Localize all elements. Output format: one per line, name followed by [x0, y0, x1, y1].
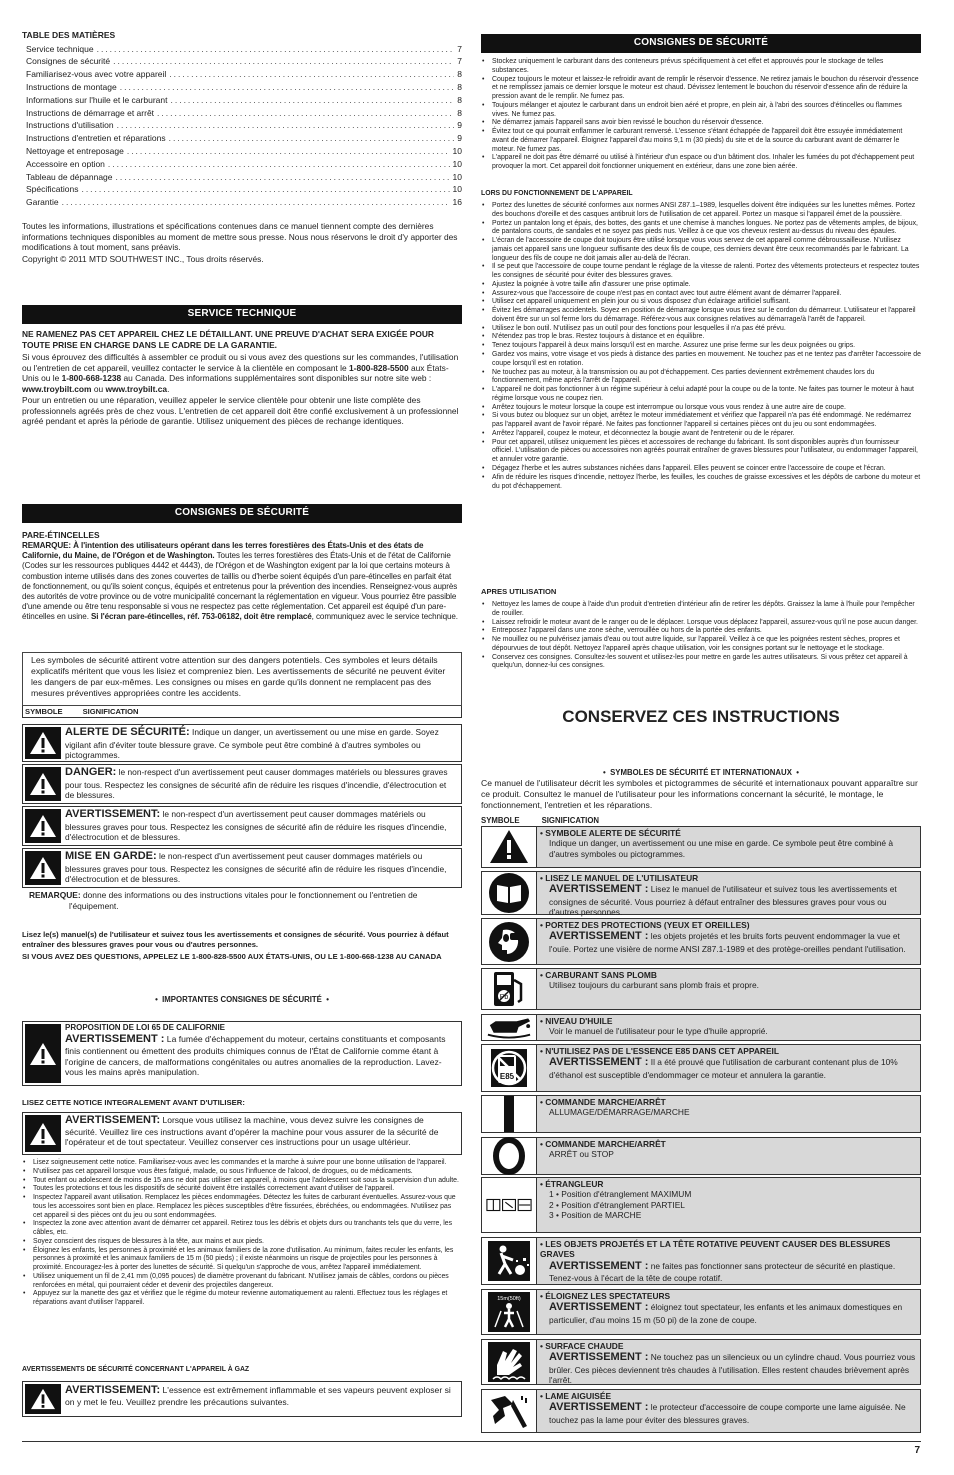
intl-symbol-meaning: • ÉTRANGLEUR 1 • Position d'étranglement MAXIMUM 2 • Position d'étranglement PARTIEL 3 • Position de MARCHE: [540, 1179, 692, 1220]
toc-item-label: Informations sur l'huile et le carburant: [26, 94, 168, 105]
toc-item-label: Consignes de sécurité: [26, 56, 111, 67]
intl-symbol-row: [481, 1137, 921, 1175]
toc-item-page: 10: [452, 158, 462, 169]
spark-arrester-title: PARE-ÉTINCELLES: [22, 530, 100, 540]
remark: REMARQUE: donne des informations ou des instructions vitales pour le fonctionnement ou l'entretien de l'équipement.: [29, 890, 418, 911]
intl-symbol-row: [481, 1044, 921, 1092]
intl-symbol-meaning: • ÉLOIGNEZ LES SPECTATEURS AVERTISSEMENT : éloignez tout spectateur, les enfants et les animaux domestiques en particulier, d'au moins 15 m (50 pi) de la zone de coupe.: [540, 1291, 903, 1325]
intl-symbol-meaning: • SYMBOLE ALERTE DE SÉCURITÉ Indique un danger, un avertissement ou une mise en garde. Ce symbole peut être combiné à d'autres symboles ou pictogrammes.: [540, 828, 894, 859]
intl-symbol-row: [481, 1389, 921, 1433]
toc-item[interactable]: [22, 196, 462, 209]
toc-leader-dots: [127, 145, 450, 158]
toc-item-label: Service technique: [26, 43, 94, 54]
symbol-row: [22, 764, 462, 804]
intl-symbol-meaning: • SURFACE CHAUDE AVERTISSEMENT : Ne touchez pas un silencieux ou un cylindre chaud. Vous pourriez vous brûler. Ces pièces deviennent très chaudes à l'utilisation. Elles restent chaudes brièvement après l'arrêt.: [540, 1341, 916, 1385]
toc-leader-dots: [116, 171, 450, 184]
safety-alert-icon: [482, 827, 537, 867]
toc-item-label: Spécifications: [26, 184, 79, 195]
bullet-item: • Utilisez le bon outil. N'utilisez pas un outil pour des fonctions pour lesquelles il n'a pas été prévu.: [481, 325, 921, 334]
bullet-item: • Utilisez uniquement un fil de 2,41 mm (0,095 pouces) de diamètre provenant du fabricant. N'utilisez jamais de câbles, cordons ou pièces renforcées en métal, qui pourraient céder et devenir des projectiles dangereux.: [22, 1273, 462, 1291]
bullet-item: • Conservez ces consignes. Consultez-les souvent et utilisez-les pour mettre en garde les autres utilisateurs. Si vous prêtez cet appareil à quelqu'un, donnez-lui ces consignes.: [481, 654, 921, 672]
service-contact: Si vous éprouvez des difficultés à assembler ce produit ou si vous avez des questions sur les commandes, l'utilisation ou l'entretien de cet appareil, veuillez contacter le service à la clientèle en composant le 1-800-828-5500 aux États-Unis ou le 1-800-668-1238 au Canada. Des informations supplémentaires sont disponibles sur notre site web : www.troybilt.com ou www.troybilt.ca.: [22, 352, 459, 394]
toc-item-label: Nettoyage et entreposage: [26, 146, 124, 156]
warning-text-1: AVERTISSEMENT: Lorsque vous utilisez la machine, vous devez suivre les consignes de sécurité. Veuillez lire ces instructions avant d'opérer la machine pour vous assurer de la sécurité de l'opérateur et de tout spectateur. Veuillez conserver ces instructions pour un usage ultérieur.: [65, 1114, 439, 1148]
intl-symbol-row: [481, 1339, 921, 1385]
toc-item[interactable]: [22, 119, 462, 132]
warning-triangle-icon: [25, 1115, 61, 1152]
toc-list: [22, 43, 462, 209]
bullet-item: • Soyez conscient des risques de blessures à la tête, aux mains et aux pieds.: [22, 1238, 462, 1247]
safety-header-left: CONSIGNES DE SÉCURITÉ: [22, 504, 462, 523]
toc-item-page: 8: [457, 82, 462, 93]
bullet-item: • L'appareil ne doit pas être démarré ou utilisé à l'intérieur d'un espace ou d'un bâtiment clos. Inhaler les fumées du pot d'échappement peut provoquer la mort. Cet appareil doit fonctionner uniquement en extérieur, dans une zone bien aérée.: [481, 154, 921, 172]
bullet-item: • L'écran de l'accessoire de coupe doit toujours être utilisé lorsque vous vous servez de cet appareil comme débroussailleuse. N'utilisez jamais cet appareil sans une longueur suffisante des deux fils de coupe, ces derniers devant être ceux recommandés par le fabricant. La longueur des fils de coupe ne doit jamais aller au-delà de l'écran.: [481, 237, 921, 263]
svg-text:Pb: Pb: [499, 994, 509, 1001]
toc-title: TABLE DES MATIÈRES: [22, 30, 116, 40]
bullet-item: • Arrêtez l'appareil, coupez le moteur, et déconnectez la bougie avant de l'entretenir ou de le réparer.: [481, 430, 921, 439]
toc-item[interactable]: [22, 81, 462, 94]
toc-item-page: 9: [457, 120, 462, 131]
bystanders-icon: [482, 1290, 537, 1334]
bullet-item: • Il se peut que l'accessoire de coupe tourne pendant le réglage de la vitesse de ralenti. Portez des vêtements protecteurs et respectez toutes les consignes de sécurité pour éviter des blessures graves.: [481, 263, 921, 281]
toc-item-label: Instructions d'entretien et réparations: [26, 133, 166, 144]
svg-text:E85: E85: [499, 1072, 515, 1081]
intl-symbol-row: [481, 871, 921, 915]
intl-symbol-row: [481, 968, 921, 1010]
toc-item-label: Tableau de dépannage: [26, 171, 113, 182]
usage-bullet-list: [22, 1159, 462, 1308]
toc-leader-dots: [157, 107, 454, 120]
copyright: Copyright © 2011 MTD SOUTHWEST INC., Tous droits réservés.: [22, 254, 264, 264]
bullet-item: • Assurez-vous que l'accessoire de coupe n'est pas en contact avec tout autre élément avant de démarrer l'appareil.: [481, 290, 921, 299]
symbol-meaning: ALERTE DE SÉCURITÉ: Indique un danger, un avertissement ou une mise en garde. Soyez vigilant afin d'éviter toute blessure grave. Ce symbole peut être combiné à d'autres symboles ou pictogrammes.: [65, 726, 439, 761]
bullet-item: • Afin de réduire les risques d'incendie, nettoyez l'herbe, les feuilles, les couches de graisse excessives et les dépôts de carbone du moteur et du pot d'échappement.: [481, 474, 921, 492]
toc-item-page: 8: [457, 107, 462, 118]
gas-warnings-title: AVERTISSEMENTS DE SÉCURITÉ CONCERNANT L'APPAREIL À GAZ: [22, 1366, 250, 1373]
toc-leader-dots: [113, 55, 454, 68]
toc-item[interactable]: [22, 94, 462, 107]
bullet-item: • Ajustez la poignée à votre taille afin d'assurer une prise optimale.: [481, 281, 921, 290]
toc-item-page: 7: [457, 56, 462, 67]
toc-item[interactable]: [22, 158, 462, 171]
toc-item[interactable]: [22, 145, 462, 158]
toc-item-page: 7: [457, 43, 462, 54]
toc-item-page: 16: [452, 197, 462, 208]
intl-symbol-row: [481, 918, 921, 965]
warning-triangle-icon: [25, 851, 61, 885]
bullet-item: • Éloignez les enfants, les personnes à proximité et les animaux familiers de la zone d'utilisation. Au minimum, faites reculer les enfants, les personnes à proximité et les animaux familiers de 15 m (50 pieds) ; il existe néanmoins un risque de projectiles pour les personnes à proximité. Encouragez-les à porter des lunettes de sécurité. Si quelqu'un s'approche de vous, arrêtez l'appareil immédiatement.: [22, 1247, 462, 1273]
toc-item-page: 8: [457, 69, 462, 80]
warning-triangle-icon: [25, 727, 61, 759]
bullet-item: • Toutes les protections et tous les dispositifs de sécurité doivent être installés correctement avant d'utiliser de l'appareil.: [22, 1185, 462, 1194]
prop65-title: PROPOSITION DE LOI 65 DE CALIFORNIE: [65, 1023, 226, 1032]
oil-icon: [482, 1015, 537, 1040]
bullet-item: • N'étendez pas trop le bras. Restez toujours à distance et en équilibre.: [481, 333, 921, 342]
toc-leader-dots: [169, 132, 455, 145]
bullet-item: • Portez des lunettes de sécurité conformes aux normes ANSI Z87.1–1989, lesquelles doivent être indiquées sur les lunettes mêmes. Portez des bouchons d'oreille et des casques antibruit lors de l'utilisation de cet appareil. Portez un masque si l'appareil émet de la poussière.: [481, 202, 921, 220]
bullet-item: • Inspectez l'appareil avant utilisation. Remplacez les pièces endommagées. Détectez les fuites de carburant éventuelles. Assurez-vous que tous les accessoires sont bien en place. Remplacez les pièces susceptibles d'être fissurées, ébréchées, ou endommagées. N'utilisez pas cet appareil si des pièces ont du jeu ou sont endommagées.: [22, 1194, 462, 1220]
intl-symbol-row: [481, 826, 921, 868]
operation-title: LORS DU FONCTIONNEMENT DE L'APPAREIL: [481, 190, 633, 197]
hot-icon: [482, 1340, 537, 1384]
symbol-meaning: MISE EN GARDE: le non-respect d'un avertissement peut causer dommages matériels ou blessures graves pour tous. Respectez les consignes de sécurité afin de réduire les risques d'incendie, d'électrocution et de blessures.: [65, 850, 447, 885]
intl-symbol-row: [481, 1289, 921, 1335]
bullet-item: • Dégagez l'herbe et les autres substances nichées dans l'appareil. Elles peuvent se coincer entre l'accessoire de coupe et l'écran.: [481, 465, 921, 474]
toc-item[interactable]: [22, 107, 462, 120]
intl-symbol-meaning: • LES OBJETS PROJETÉS ET LA TÊTE ROTATIVE PEUVENT CAUSER DES BLESSURES GRAVES AVERTISSEMENT : ne faites pas fonctionner sans protecteur de sécurité en plastique. Tenez-vous à l'écart de la tête de coupe rotatif.: [540, 1239, 896, 1283]
bullet-item: • Entreposez l'appareil dans une zone sèche, verrouillée ou hors de la portée des enfants.: [481, 627, 921, 636]
symbol-row: [22, 806, 462, 846]
intl-symbol-meaning: • LAME AIGUISÉE AVERTISSEMENT : le protecteur d'accessoire de coupe comporte une lame aiguisée. Ne touchez pas la lame pour éviter des blessures graves.: [540, 1391, 906, 1425]
intl-symbols-intro: Ce manuel de l'utilisateur décrit les symboles et pictogrammes de sécurité et internationaux pouvant apparaître sur ce produit. Consultez le manuel de l'utilisateur pour les informations concernant la sécurité, le montage, le fonctionnement, l'entretien et les réparations.: [481, 778, 918, 810]
bullet-item: • Utilisez cet appareil uniquement en plein jour ou si vous disposez d'un éclairage artificiel suffisant.: [481, 298, 921, 307]
toc-leader-dots: [169, 68, 454, 81]
toc-item[interactable]: [22, 132, 462, 145]
bullet-item: • Arrêtez toujours le moteur lorsque la coupe est interrompue ou lorsque vous vous rendez à une autre aire de coupe.: [481, 404, 921, 413]
unleaded-icon: [482, 969, 537, 1009]
toc-leader-dots: [81, 183, 449, 196]
bullet-item: • Si vous butez ou bloquez sur un objet, arrêtez le moteur immédiatement et vérifiez que l'appareil n'a pas été endommagé. Ne redémarrez pas l'appareil avant de l'avoir réparé. Ne faites pas fonctionner l'appareil si certaines pièces ont du jeu ou sont endommagées.: [481, 412, 921, 430]
toc-leader-dots: [108, 158, 450, 171]
svg-text:15m(50ft): 15m(50ft): [497, 1296, 521, 1302]
after-use-title: APRES UTILISATION: [481, 587, 557, 596]
bullet-item: • Laissez refroidir le moteur avant de le ranger ou de le déplacer. Lorsque vous déplacez l'appareil, assurez-vous qu'il ne pose aucun danger.: [481, 619, 921, 628]
intl-symbol-meaning: • COMMANDE MARCHE/ARRÊT ARRÊT ou STOP: [540, 1139, 666, 1160]
bullet-item: • Lisez soigneusement cette notice. Familiarisez-vous avec les commandes et la marche à suivre pour une bonne utilisation de l'appareil.: [22, 1159, 462, 1168]
warning-text-2: AVERTISSEMENT: L'essence est extrêmement inflammable et ses vapeurs peuvent exploser si on y met le feu. Veuillez prendre les précautions suivantes.: [65, 1384, 451, 1408]
warning-box-2: [22, 1381, 462, 1417]
toc-item-label: Instructions de démarrage et arrêt: [26, 107, 155, 118]
bullet-item: • Évitez tout ce qui pourrait enflammer le carburant renversé. L'essence s'étant échappée de l'appareil doit être essuyée immédiatement avant de démarrer l'appareil. Éloignez l'appareil d'au moins 9,1 m (30 pieds) du site et de la source du carburant avant de démarrer le moteur. Ne fumez pas.: [481, 128, 921, 154]
toc-item[interactable]: [22, 171, 462, 184]
safety-header-right: CONSIGNES DE SÉCURITÉ: [481, 34, 921, 53]
footer-rule: [22, 1441, 921, 1442]
eye-ear-icon: [482, 919, 537, 964]
bullet-item: • L'appareil ne doit pas fonctionner à un régime supérieur à celui adapté pour la coupe ou de la tonte. Ne faites pas tourner le moteur à haut régime lorsque vous ne coupez rien.: [481, 386, 921, 404]
intl-symbol-meaning: • NIVEAU D'HUILE Voir le manuel de l'utilisateur pour le type d'huile approprié.: [540, 1016, 768, 1037]
operation-bullet-list: [481, 202, 921, 491]
bullet-item: • Coupez toujours le moteur et laissez-le refroidir avant de remplir le réservoir d'essence. Ne retirez jamais le bouchon du réservoir d'essence et ne remplissez jamais ce dernier lorsque le moteur est chaud. Dévissez lentement le bouchon du réservoir d'essence afin de réduire la pression avant de le remplir. Ne fumez pas.: [481, 76, 921, 102]
bullet-item: • Nettoyez les lames de coupe à l'aide d'un produit d'entretien d'intérieur afin de retirer les dépôts. Graissez la lame à l'huile pour l'empêcher de rouiller.: [481, 601, 921, 619]
bullet-item: • Appuyez sur la manette des gaz et vérifiez que le régime du moteur revienne automatiquement au ralenti. Effectuez tous les réglages et réparations avant d'utiliser l'appareil.: [22, 1290, 462, 1308]
off-icon: [482, 1138, 537, 1174]
toc-item-page: 8: [457, 94, 462, 105]
toc-item-page: 10: [452, 171, 462, 182]
website-link-ca[interactable]: www.troybilt.ca: [105, 383, 168, 394]
spark-arrester-text: REMARQUE: À l'intention des utilisateurs opérant dans les terres forestières des États-Unis et des états de Californie, du Maine, de l'Orégon et de Washington. Toutes les terres forestières des États-Unis et de l'état de Californie (Codes sur les ressources publiques 4442 et 4443), de l'Orégon et de Washington exigent par la loi que certains moteurs à combustion interne utilisés dans des zones couvertes de taillis ou d'herbe soient équipés d'un pare-étincelles en parfait état de fonctionnement, ou qu'ils soient conçus, équipés et entretenus pour la prévention des incendies. Renseignez-vous auprès des autorités de votre province ou de votre municipalité concernant la réglementation en vigueur. Vous pourriez être passible d'une amende ou être tenu responsable si vous ne respectez pas cette réglementation. Cet appareil est équipé d'un pare-étincelles en usine. Si l'écran pare-étincelles, réf. 753-06182, doit être remplacé, communiquez avec le service technique.: [22, 541, 458, 622]
warning-triangle-icon: [25, 1384, 61, 1414]
toc-leader-dots: [117, 119, 455, 132]
bullet-item: • Tenez toujours l'appareil à deux mains lorsqu'il est en marche. Assurez une prise ferme sur les deux poignées ou grips.: [481, 342, 921, 351]
toc-item[interactable]: [22, 43, 462, 56]
projectile-icon: [482, 1238, 537, 1284]
symbol-meaning: AVERTISSEMENT: le non-respect d'un avertissement peut causer dommages matériels ou blessures graves pour tous. Respectez les consignes de sécurité afin de réduire les risques d'incendie, d'électrocution et de blessures.: [65, 808, 447, 843]
toc-leader-dots: [97, 43, 455, 56]
manual-icon: [482, 872, 537, 914]
symbol-row: [22, 724, 462, 762]
symbols-intro: Les symboles de sécurité attirent votre attention sur des dangers potentiels. Ces symboles et leurs détails explicatifs méritent que vous les lisiez et compreniez bien. Les avertissements de sécurité ne peuvent éviter les dangers de par eux-mêmes. Les consignes ou mises en garde qu'ils donnent ne remplacent pas des mesures préventives appropriées contre les accidents.: [31, 655, 446, 698]
website-link-us[interactable]: www.troybilt.com: [22, 383, 92, 394]
intl-symbol-row: [481, 1095, 921, 1133]
blade-icon: [482, 1390, 537, 1432]
intl-symbol-row: [481, 1237, 921, 1285]
bullet-item: • Gardez vos mains, votre visage et vos pieds à distance des parties en mouvement. Ne touchez pas et ne tentez pas d'arrêter l'accessoire de coupe lorsqu'il est en rotation.: [481, 351, 921, 369]
bullet-item: • Toujours mélanger et ajoutez le carburant dans un endroit bien aéré et propre, en plein air, à l'abri des sources d'étincelles ou flammes vives. Ne fumez pas.: [481, 102, 921, 120]
toc-item[interactable]: [22, 183, 462, 196]
prop65-box: [22, 1021, 462, 1086]
toc-leader-dots: [62, 196, 450, 209]
toc-item[interactable]: [22, 68, 462, 81]
bullet-item: • Inspectez la zone avec attention avant de démarrer cet appareil. Retirez tous les débris et objets durs ou tranchants tels que du verre, les câbles, etc.: [22, 1220, 462, 1238]
symbol-meaning: DANGER: le non-respect d'un avertissement peut causer dommages matériels ou blessures graves pour tous. Respectez les consignes de sécurité afin de réduire les risques d'incendie, d'électrocution et de blessures.: [65, 766, 448, 801]
after-use-bullet-list: [481, 601, 921, 671]
warning-box-1: [22, 1112, 462, 1155]
bullet-item: • N'utilisez pas cet appareil lorsque vous êtes fatigué, malade, ou sous l'influence de l'alcool, de drogues, ou de médicaments.: [22, 1168, 462, 1177]
bullet-item: • Tout enfant ou adolescent de moins de 15 ans ne doit pas utiliser cet appareil, à moins que l'adolescent soit sous la supervision d'un adulte.: [22, 1177, 462, 1186]
symbol-row: [22, 848, 462, 888]
toc-item-label: Familiarisez-vous avec votre appareil: [26, 69, 167, 80]
page-number: 7: [914, 1445, 920, 1456]
read-notice-title: LISEZ CETTE NOTICE INTEGRALEMENT AVANT D'UTILISER:: [22, 1098, 245, 1107]
read-manual-notice: Lisez le(s) manuel(s) de l'utilisateur et suivez tous les avertissements et consignes de sécurité. Vous pourriez à défaut entraîner des blessures graves pour vous ou d'autres personnes.: [22, 930, 449, 949]
service-header: SERVICE TECHNIQUE: [22, 305, 462, 324]
intl-symbol-meaning: • LISEZ LE MANUEL DE L'UTILISATEUR AVERTISSEMENT : Lisez le manuel de l'utilisateur et suivez tous les avertissements et consignes de sécurité. Vous pourriez à défaut entraîner des blessures graves pour vous ou d'autres personnes.: [540, 873, 897, 917]
toc-item-label: Accessoire en option: [26, 158, 105, 169]
bullet-item: • Ne mouillez ou ne pulvérisez jamais d'eau ou tout autre liquide, sur l'appareil. Veillez à ce que les poignées restent sèches, propres et dépourvues de tout dépôt. Nettoyez l'appareil après chaque utilisation, voir les consignes portant sur le nettoyage et le stockage.: [481, 636, 921, 654]
symbol-table-header: SYMBOLE SIGNIFICATION: [22, 706, 462, 718]
bullet-item: • Portez un pantalon long et épais, des bottes, des gants et une chemise à manches longues. Ne portez pas de vêtements amples, de bijoux, de pantalons courts, de sandales et ne soyez pas pieds nus. Veillez à ce que vos cheveux restent au-dessus du niveau des épaules.: [481, 220, 921, 238]
service-repair: Pour un entretien ou une réparation, veuillez appeler le service clientèle pour obtenir une liste complète des professionnels agréés près de chez vous. L'entretien de cet appareil doit être confié exclusivement à un professionnel agréé pendant et après la période de garantie. Utilisez uniquement des pièces de rechange identiques.: [22, 395, 459, 427]
toc-item-label: Garantie: [26, 197, 59, 208]
important-safety-title: • IMPORTANTES CONSIGNES DE SÉCURITÉ •: [155, 995, 329, 1004]
symbols-intro-box: [22, 652, 462, 706]
choke-icon: [482, 1178, 537, 1232]
toc-leader-dots: [120, 81, 455, 94]
on-icon: [482, 1096, 537, 1132]
warning-triangle-icon: [25, 1024, 61, 1083]
bullet-item: • Pour cet appareil, utilisez uniquement les pièces et accessoires de rechange du fabricant. Ils sont disponibles auprès d'un fournisseur officiel. L'utilisation de pièces ou accessoires non agréés pourrait entraîner de graves blessures pour l'utilisateur, ou endommager l'appareil, et annuler votre garantie.: [481, 439, 921, 465]
disclaimer: Toutes les informations, illustrations et spécifications contenues dans ce manuel tiennent compte des dernières informations techniques disponibles au moment de mettre sous presse. Nous nous réservons le droit d'y apporter des modifications à tout moment, sans préavis.: [22, 221, 458, 253]
toc-item-label: Instructions d'utilisation: [26, 120, 114, 131]
bullet-item: • Ne démarrez jamais l'appareil sans avoir bien revissé le bouchon du réservoir d'essence.: [481, 119, 921, 128]
questions-notice: SI VOUS AVEZ DES QUESTIONS, APPELEZ LE 1-800-828-5500 AUX ÉTATS-UNIS, OU LE 1-800-668-1238 AU CANADA: [22, 952, 442, 961]
bullet-item: • Stockez uniquement le carburant dans des conteneurs prévus spécifiquement à cet effet et approuvés pour le stockage de telles substances.: [481, 58, 921, 76]
service-warning: NE RAMENEZ PAS CET APPAREIL CHEZ LE DÉTAILLANT. UNE PREUVE D'ACHAT SERA EXIGÉE POUR TOUTE PRISE EN CHARGE DANS LE CADRE DE LA GARANTIE.: [22, 329, 434, 350]
intl-symbol-meaning: • COMMANDE MARCHE/ARRÊT ALLUMAGE/DÉMARRAGE/MARCHE: [540, 1097, 690, 1118]
fuel-bullet-list: [481, 58, 921, 172]
toc-item-page: 10: [452, 146, 462, 156]
intl-table-header: SYMBOLE SIGNIFICATION: [481, 816, 600, 825]
bullet-item: • Évitez les démarrages accidentels. Soyez en position de démarrage lorsque vous tirez sur le cordon du démarreur. L'utilisateur et l'appareil doivent être sur un sol ferme lors du démarrage. Référez-vous aux consignes relatives au démarrage/à l'arrêt de l'appareil.: [481, 307, 921, 325]
intl-symbol-row: [481, 1014, 921, 1041]
e85-icon: [482, 1045, 537, 1091]
toc-item-page: 9: [457, 133, 462, 144]
table-of-contents: [22, 30, 462, 209]
toc-leader-dots: [170, 94, 454, 107]
bullet-item: • Ne touchez pas au moteur, à la transmission ou au pot d'échappement. Ces parties deviennent extrêmement chaudes lors du fonctionnement, même après l'arrêt de l'appareil.: [481, 369, 921, 387]
toc-item[interactable]: [22, 55, 462, 68]
intl-symbol-meaning: • CARBURANT SANS PLOMB Utilisez toujours du carburant sans plomb frais et propre.: [540, 970, 759, 991]
keep-instructions-title: CONSERVEZ CES INSTRUCTIONS: [562, 707, 840, 726]
intl-symbol-meaning: • PORTEZ DES PROTECTIONS (YEUX ET OREILLES) AVERTISSEMENT : les objets projetés et les bruits forts peuvent endommager la vue et l'ouïe. Portez une visière de norme ANSI Z87.1-1989 et des protège-oreilles pendant l'utilisation.: [540, 920, 906, 954]
intl-symbol-row: [481, 1177, 921, 1233]
intl-symbols-title: • SYMBOLES DE SÉCURITÉ ET INTERNATIONAUX •: [603, 768, 799, 777]
prop65-text: AVERTISSEMENT : La fumée d'échappement du moteur, certains constituants et composants finis contiennent ou émettent des produits chimiques connus de l'État de Californie comme étant à l'origine de cancers, de malformations congénitales ou autres anomalies de la reproduction. Lavez-vous les mains après manipulation.: [65, 1033, 446, 1078]
toc-item-page: 10: [452, 184, 462, 195]
toc-item-label: Instructions de montage: [26, 82, 117, 93]
warning-triangle-icon: [25, 809, 61, 843]
intl-symbol-meaning: • N'UTILISEZ PAS DE L'ESSENCE E85 DANS CET APPAREIL AVERTISSEMENT : Il a été prouvé que l'utilisation de carburant contenant plus de 10% d'éthanol est susceptible d'endommager ce moteur et annulera la garantie.: [540, 1046, 898, 1080]
warning-triangle-icon: [25, 767, 61, 801]
